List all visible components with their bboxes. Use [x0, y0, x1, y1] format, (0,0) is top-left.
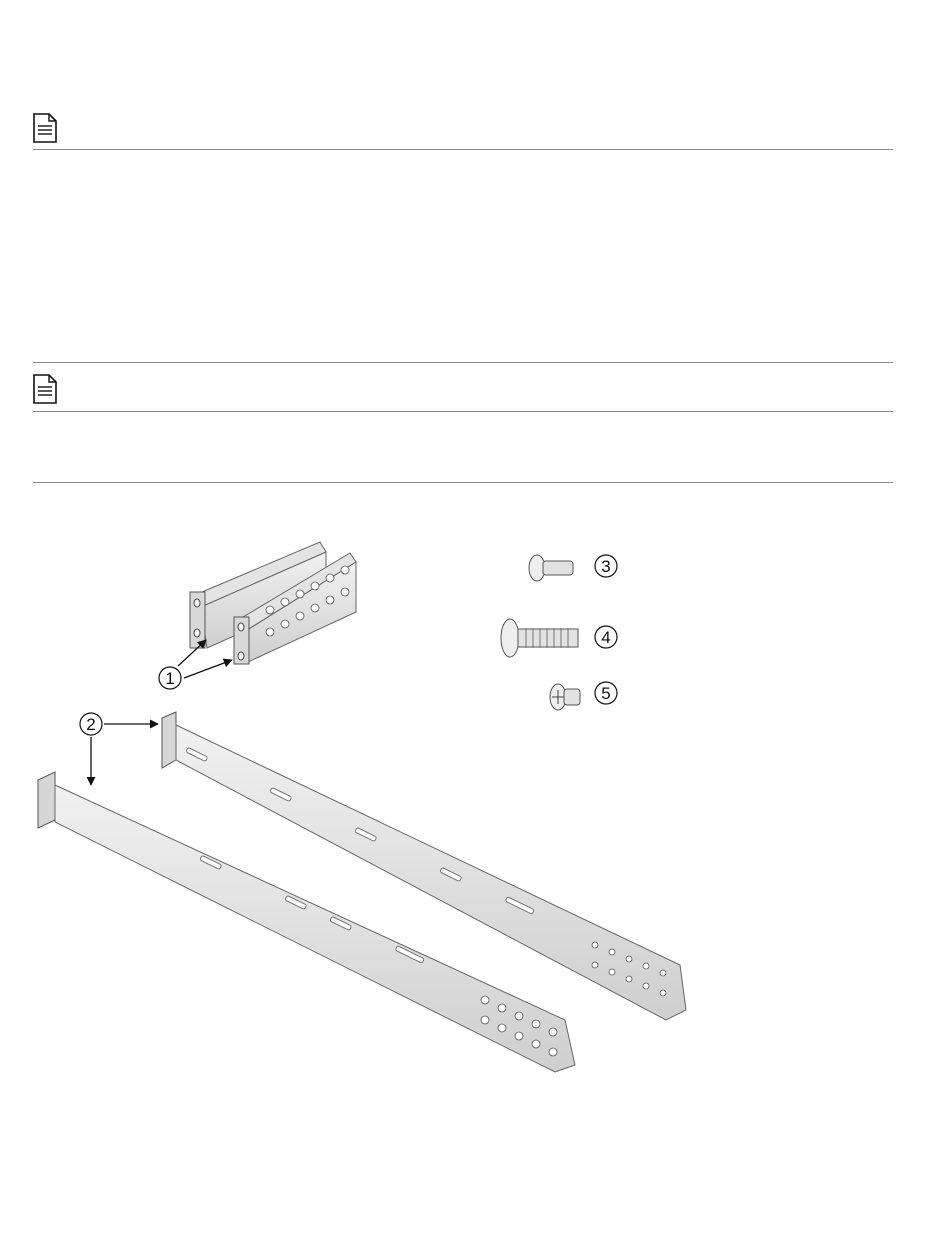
- callout-4-label: 4: [601, 628, 611, 647]
- note-divider: [33, 411, 893, 412]
- callout-1-label: 1: [165, 669, 175, 688]
- callout-3: [595, 555, 617, 577]
- screw-type-4: [501, 619, 578, 657]
- screw-type-3: [529, 555, 573, 581]
- note-divider: [33, 482, 893, 483]
- callout-2-label: 2: [86, 715, 96, 734]
- note-divider: [33, 149, 893, 150]
- callout-4: [595, 626, 617, 648]
- callout-5-label: 5: [601, 684, 611, 703]
- callout-1: [159, 667, 181, 689]
- screw-type-5: [550, 684, 580, 710]
- callout-2: [80, 713, 102, 735]
- note-divider: [33, 362, 893, 363]
- callout-3-label: 3: [601, 557, 611, 576]
- note-icon: [33, 113, 57, 143]
- mounting-bracket-pair: [190, 542, 356, 664]
- rack-mount-kit-figure: [0, 500, 950, 1100]
- note-icon: [33, 374, 57, 404]
- callout-5: [595, 682, 617, 704]
